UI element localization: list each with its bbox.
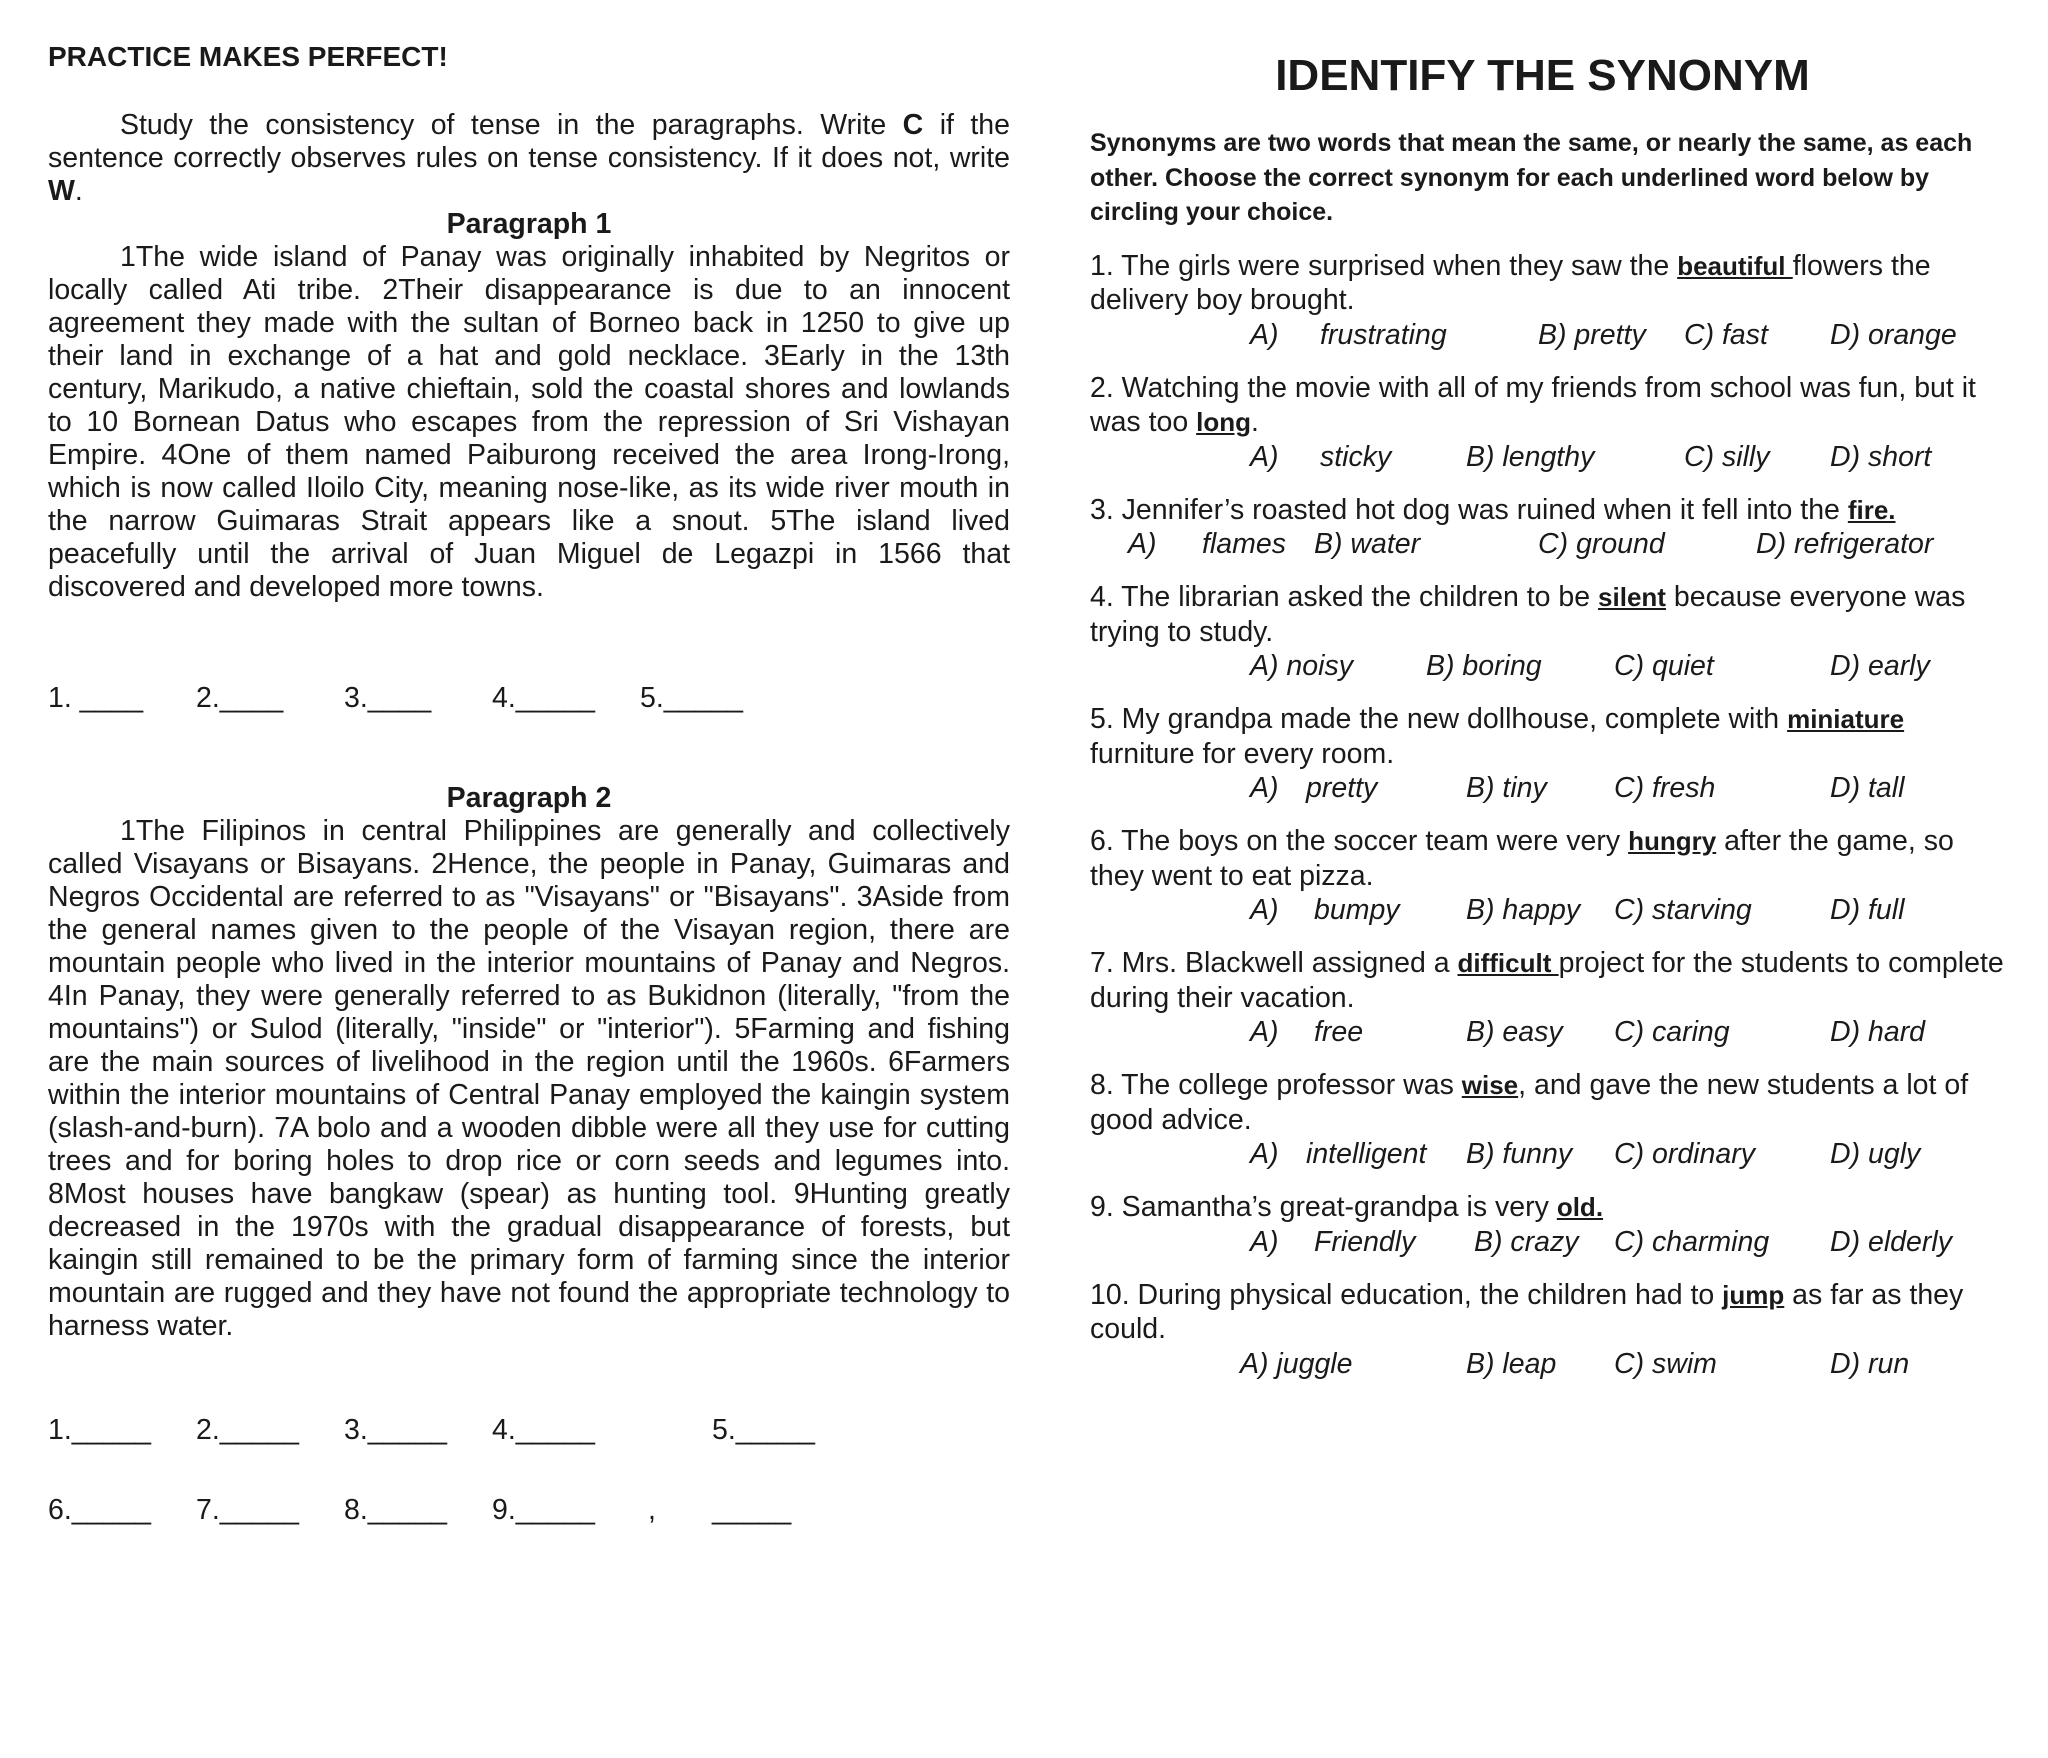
answer-choice[interactable]: B) tiny <box>1466 772 1547 804</box>
answer-choice[interactable]: B) crazy <box>1474 1225 1579 1258</box>
question-stem-end: after the game, so they went to eat pizza. <box>1090 825 1954 892</box>
answer-choice[interactable]: bumpy <box>1314 894 1400 926</box>
answer-choice[interactable]: C) ordinary <box>1614 1138 1755 1170</box>
instructions <box>48 109 1010 208</box>
answer-blank[interactable]: 5._____ <box>640 682 744 714</box>
question-text <box>1090 1068 2005 1137</box>
answer-choice[interactable]: D) short <box>1830 440 1932 473</box>
question-stem-end: as far as they could. <box>1090 1278 1964 1345</box>
answer-blank[interactable]: 4._____ <box>492 1414 596 1446</box>
answer-choice[interactable]: C) swim <box>1614 1347 1717 1380</box>
answer-choice[interactable]: D) run <box>1830 1347 1910 1380</box>
answer-choice[interactable]: pretty <box>1306 772 1378 804</box>
instructions-text-2: if the sentence correctly observes rules on tense consistency. If it does not, write <box>48 109 1010 174</box>
answer-blank[interactable]: 1. ____ <box>48 682 144 714</box>
question-stem: 1. The girls were surprised when they saw the <box>1090 249 1678 282</box>
answer-choice[interactable]: A) <box>1128 528 1157 560</box>
paragraph2-title: Paragraph 2 <box>446 782 612 814</box>
question-stem-end: , and gave the new students a lot of good advice. <box>1090 1069 1969 1136</box>
question-stem: 2. Watching the movie with all of my friends from school was fun, but it was too <box>1090 371 1976 438</box>
underlined-keyword: old. <box>1556 1192 1604 1222</box>
question-text <box>1090 824 2005 893</box>
answer-choice[interactable]: flames <box>1202 528 1286 560</box>
answer-choice[interactable]: D) ugly <box>1830 1138 1921 1170</box>
answer-choice[interactable]: intelligent <box>1306 1138 1427 1170</box>
question-text <box>1090 493 2005 528</box>
question-stem-end: furniture for every room. <box>1090 737 1395 770</box>
right-worksheet <box>1090 50 2005 1381</box>
question-stem: 9. Samantha’s great-grandpa is very <box>1090 1191 1557 1223</box>
question-stem: 7. Mrs. Blackwell assigned a <box>1090 947 1458 979</box>
instructions-text-3: . <box>74 175 83 207</box>
question-text <box>1090 371 2005 440</box>
question-item <box>1090 249 2005 352</box>
underlined-keyword: difficult <box>1457 948 1559 978</box>
question-text <box>1090 946 2005 1015</box>
answer-choice[interactable]: D) orange <box>1830 318 1957 351</box>
answer-choice[interactable]: C) fresh <box>1614 772 1716 804</box>
answer-choices <box>1090 318 2005 352</box>
worksheet-heading: PRACTICE MAKES PERFECT! <box>48 41 448 72</box>
question-stem-end: project for the students to complete during their vacation. <box>1090 947 2004 1014</box>
question-item <box>1090 1190 2005 1259</box>
question-item <box>1090 371 2005 474</box>
answer-choice[interactable]: B) happy <box>1466 894 1581 926</box>
answer-choice[interactable]: D) elderly <box>1830 1225 1952 1258</box>
question-text <box>1090 1190 2005 1225</box>
answer-blank[interactable]: 6._____ <box>48 1494 152 1526</box>
answer-choice[interactable]: A) noisy <box>1250 650 1353 682</box>
answer-blank[interactable]: 7._____ <box>196 1494 300 1526</box>
answer-choice[interactable]: A) <box>1250 894 1279 926</box>
underlined-keyword: miniature <box>1787 704 1905 734</box>
question-stem: 3. Jennifer’s roasted hot dog was ruined when it fell into the <box>1090 493 1848 526</box>
answer-choice[interactable]: C) ground <box>1538 528 1665 560</box>
question-list <box>1090 249 2005 1381</box>
answer-choices <box>1090 771 2005 805</box>
question-text <box>1090 249 2005 318</box>
paragraph2-text: 1The Filipinos in central Philippines are generally and collectively called Visayans or Bisayans. 2Hence, the people in Panay, Guimaras and Negros Occidental are referred to as "Visayans" or "Bisayans". 3Aside from the general names given to the people of the Visayan region, there are mountain people who lived in the interior mountains of Panay and Negros. 4In Panay, they were generally referred to as Bukidnon (literally, "from the mountains") or Sulod (literally, "inside" or "interior"). 5Farming and fishing are the main sources of livelihood in the region until the 1960s. 6Farmers within the interior mountains of Central Panay employed the kaingin system (slash-and-burn). 7A bolo and a wooden dibble were all they use for cutting trees and for boring holes to drop rice or corn seeds and legumes into. 8Most houses have bangkaw (spear) as hunting tool. 9Hunting greatly decreased in the 1970s with the gradual disappearance of forests, but kaingin still remained to be the primary form of farming since the interior mountain are rugged and they have not found the appropriate technology to harness water. <box>48 815 1010 1342</box>
answer-choice[interactable]: A) juggle <box>1240 1347 1353 1380</box>
answer-choices <box>1090 1347 2005 1381</box>
answer-choice[interactable]: C) caring <box>1614 1016 1730 1048</box>
answer-choice[interactable]: A) <box>1250 1138 1279 1170</box>
underlined-keyword: fire. <box>1847 494 1896 525</box>
answer-choices <box>1090 1015 2005 1049</box>
answer-choice[interactable]: B) easy <box>1466 1016 1563 1048</box>
answer-blank[interactable]: 4._____ <box>492 682 596 714</box>
answer-choices <box>1090 1225 2005 1259</box>
answer-blank[interactable]: 3.____ <box>344 682 432 714</box>
question-stem: 8. The college professor was <box>1090 1069 1462 1101</box>
answer-choice[interactable]: A) <box>1250 1016 1279 1048</box>
answer-choice[interactable]: C) charming <box>1614 1225 1770 1258</box>
answer-choice[interactable]: D) tall <box>1830 772 1905 804</box>
question-stem: 4. The librarian asked the children to be <box>1090 581 1599 613</box>
answer-choice[interactable]: free <box>1314 1016 1364 1048</box>
question-text <box>1090 702 2005 771</box>
question-item <box>1090 702 2005 805</box>
answer-blank[interactable]: 5._____ <box>712 1414 816 1446</box>
answer-choices <box>1090 649 2005 683</box>
answer-choice[interactable]: B) leap <box>1466 1347 1557 1380</box>
answer-choice[interactable]: B) boring <box>1426 650 1542 682</box>
question-item <box>1090 1068 2005 1171</box>
question-item <box>1090 824 2005 927</box>
question-stem-end: because everyone was trying to study. <box>1090 581 1966 648</box>
answer-choice[interactable]: B) water <box>1314 528 1421 560</box>
answer-choice[interactable]: D) early <box>1830 650 1930 682</box>
answer-choices <box>1090 1137 2005 1171</box>
instructions-bold-c: C <box>902 109 924 141</box>
paragraph1-title: Paragraph 1 <box>446 208 612 240</box>
paragraph2-answers-row2 <box>48 1494 792 1758</box>
answer-choices <box>1090 527 2005 561</box>
underlined-keyword: silent <box>1598 582 1666 612</box>
answer-choice[interactable]: A) <box>1250 440 1279 473</box>
answer-choice[interactable]: A) <box>1250 1225 1279 1258</box>
question-item <box>1090 493 2005 562</box>
answer-choices <box>1090 893 2005 927</box>
left-worksheet <box>48 40 1010 1526</box>
answer-choice[interactable]: C) silly <box>1684 440 1770 473</box>
answer-choice[interactable]: A) <box>1250 318 1279 351</box>
answer-choice[interactable]: A) <box>1250 772 1279 804</box>
question-stem-end: flowers the delivery boy brought. <box>1090 249 1931 316</box>
instructions-bold-w: W <box>48 175 75 207</box>
underlined-keyword: jump <box>1722 1279 1785 1310</box>
question-item <box>1090 580 2005 683</box>
question-stem: 6. The boys on the soccer team were very <box>1090 825 1629 857</box>
answer-choice[interactable]: B) lengthy <box>1466 440 1595 473</box>
synonym-intro: Synonyms are two words that mean the same, or nearly the same, as each other. Choose the correct synonym for each underlined word below by circling your choice. <box>1090 129 1973 226</box>
question-item <box>1090 1278 2005 1381</box>
question-item <box>1090 946 2005 1049</box>
answer-choice[interactable]: D) full <box>1830 894 1905 926</box>
underlined-keyword: long <box>1196 407 1252 437</box>
answer-blank[interactable]: 1._____ <box>48 1414 152 1446</box>
question-text <box>1090 580 2005 649</box>
paragraph1-text: 1The wide island of Panay was originally inhabited by Negritos or locally called Ati tribe. 2Their disappearance is due to an innocent agreement they made with the sultan of Borneo back in 1250 to give up their land in exchange of a hat and gold necklace. 3Early in the 13th century, Marikudo, a native chieftain, sold the coastal shores and lowlands to 10 Bornean Datus who escapes from the repression of Sri Vishayan Empire. 4One of them named Paiburong received the area Irong-Irong, which is now called Iloilo City, meaning nose-like, as its wide river mouth in the narrow Guimaras Strait appears like a snout. 5The island lived peacefully until the arrival of Juan Miguel de Legazpi in 1566 that discovered and developed more towns. <box>48 241 1010 603</box>
answer-blank[interactable]: 3._____ <box>344 1414 448 1446</box>
answer-choice[interactable]: C) quiet <box>1614 650 1714 682</box>
underlined-keyword: beautiful <box>1677 250 1793 281</box>
answer-blank[interactable]: 8._____ <box>344 1494 448 1526</box>
answer-choice[interactable]: C) starving <box>1614 894 1752 926</box>
question-text <box>1090 1278 2005 1347</box>
answer-choice[interactable]: sticky <box>1320 440 1392 473</box>
question-stem-end: . <box>1251 406 1259 438</box>
underlined-keyword: wise <box>1461 1070 1519 1100</box>
answer-choices <box>1090 440 2005 474</box>
answer-blank[interactable]: 9._____ <box>492 1494 596 1526</box>
synonym-title: IDENTIFY THE SYNONYM <box>1275 51 1810 100</box>
answer-comma: , <box>648 1494 656 1526</box>
answer-choice[interactable]: frustrating <box>1320 318 1447 351</box>
answer-choice[interactable]: D) hard <box>1830 1016 1926 1048</box>
answer-choice[interactable]: Friendly <box>1314 1225 1416 1258</box>
answer-choice[interactable]: D) refrigerator <box>1756 528 1934 560</box>
question-stem: 5. My grandpa made the new dollhouse, complete with <box>1090 703 1788 735</box>
answer-choice[interactable]: C) fast <box>1684 318 1768 351</box>
instructions-text-1: Study the consistency of tense in the paragraphs. Write <box>120 109 903 141</box>
question-stem: 10. During physical education, the children had to <box>1090 1278 1723 1311</box>
underlined-keyword: hungry <box>1628 826 1717 856</box>
answer-blank[interactable]: _____ <box>712 1494 792 1526</box>
answer-choice[interactable]: B) pretty <box>1538 318 1646 351</box>
answer-choice[interactable]: B) funny <box>1466 1138 1573 1170</box>
answer-blank[interactable]: 2._____ <box>196 1414 300 1446</box>
answer-blank[interactable]: 2.____ <box>196 682 284 714</box>
